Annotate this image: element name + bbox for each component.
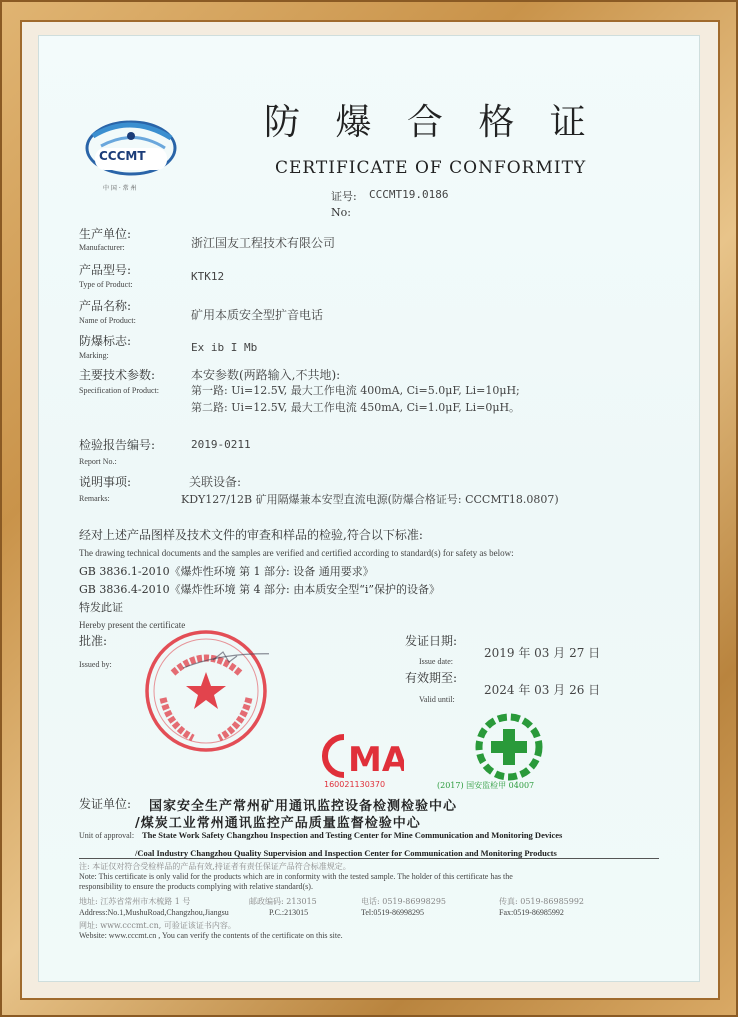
issue-date-value: 2019 年 03 月 27 日 [484,646,601,660]
statement-en: The drawing technical documents and the samples are verified and certified according to standard(s) for safety as below: [79,548,514,558]
svg-text:MA: MA [348,740,404,779]
cert-no-label-en: No: [331,206,351,219]
remarks-line-1: 关联设备: [189,475,242,489]
note-en-1: Note: This certificate is only valid for the products which are in conformity with the tested sample. The holder of this certificate has the [79,872,513,881]
fax-en: Fax:0519-86985992 [499,908,564,917]
statement-cn: 经对上述产品图样及技术文件的审查和样品的检验,符合以下标准: [79,528,423,542]
manufacturer-label: 生产单位: [79,227,132,241]
product-type-label: 产品型号: [79,263,132,277]
product-name-label-en: Name of Product: [79,316,136,325]
title-cn: 防 爆 合 格 证 [264,102,598,143]
issuer-name-2: /煤炭工业常州通讯监控产品质量监督检验中心 [135,816,421,831]
issuer-name-en-2: /Coal Industry Changzhou Quality Supervision and Inspection Center for Communication and Monitoring Products [135,848,557,858]
marking-label-en: Marking: [79,351,109,360]
address-en: Address:No.1,MushuRoad,Changzhou,Jiangsu [79,908,229,917]
valid-until-label: 有效期至: [405,671,458,685]
logo-text: CCCMT [99,149,146,163]
tel-cn: 电话: 0519-86998295 [361,897,447,906]
address-cn: 地址: 江苏省常州市木梳路 1 号 [79,897,191,906]
note-cn: 注: 本证仅对符合受检样品的产品有效,持证者有责任保证产品符合标准规定。 [79,862,351,871]
website-en: Website: www.cccmt.cn , You can verify the contents of the certificate on this site. [79,931,343,940]
logo-subtitle: 中 国 · 常 州 [103,185,137,192]
product-type-value: KTK12 [191,270,225,283]
title-en: CERTIFICATE OF CONFORMITY [275,158,587,178]
red-official-seal [143,628,269,754]
product-name-value: 矿用本质安全型扩音电话 [191,308,324,322]
report-value: 2019-0211 [191,438,251,451]
spec-line-1: 本安参数(两路输入,不共地): [191,368,341,382]
cert-no-value: CCCMT19.0186 [369,188,449,201]
remarks-label-en: Remarks: [79,494,110,503]
remarks-line-2: KDY127/12B 矿用隔爆兼本安型直流电源(防爆合格证号: CCCMT18.0807) [181,493,559,506]
divider-rule [79,858,659,859]
postcode-cn: 邮政编码: 213015 [249,897,317,906]
issuer-label-en: Unit of approval: [79,831,135,840]
present-cn: 特发此证 [79,601,123,614]
standard-1: GB 3836.1-2010《爆炸性环境 第 1 部分: 设备 通用要求》 [79,565,374,578]
present-en: Hereby present the certificate [79,620,186,630]
website-cn: 网址: www.cccmt.cn, 可验证该证书内容。 [79,921,236,930]
issued-by-label-en: Issued by: [79,660,112,669]
valid-until-label-en: Valid until: [419,695,455,704]
certificate-paper [38,35,700,982]
standard-2: GB 3836.4-2010《爆炸性环境 第 4 部分: 由本质安全型“i”保护的设备》 [79,583,441,596]
spec-label-en: Specification of Product: [79,386,159,395]
spec-line-3: 第二路: Ui=12.5V, 最大工作电流 450mA, Ci=1.0μF, Li=0μH。 [191,401,521,414]
report-label: 检验报告编号: [79,438,156,452]
issued-by-label: 批准: [79,634,108,648]
manufacturer-value: 浙江国友工程技术有限公司 [191,236,336,250]
product-name-label: 产品名称: [79,299,132,313]
product-type-label-en: Type of Product: [79,280,133,289]
spec-label: 主要技术参数: [79,368,156,382]
cert-no-label: 证号: [331,190,357,203]
spec-line-2: 第一路: Ui=12.5V, 最大工作电流 400mA, Ci=5.0μF, Li=10μH; [191,384,520,397]
issuer-label: 发证单位: [79,797,132,811]
note-en-2: responsibility to ensure the products complying with relative standard(s). [79,882,313,891]
postcode-en: P.C.:213015 [269,908,309,917]
remarks-label: 说明事项: [79,475,132,489]
cma-mark [322,733,404,779]
cma-number: 160021130370 [324,780,386,789]
marking-label: 防爆标志: [79,334,132,348]
report-label-en: Report No.: [79,457,117,466]
safety-mark-number: (2017) 国安监检甲 04007 [437,781,535,790]
safety-inspection-mark [474,712,544,782]
issuer-name-en-1: The State Work Safety Changzhou Inspection and Testing Center for Mine Communication and Monitoring Devices [142,830,563,840]
valid-until-value: 2024 年 03 月 26 日 [484,683,601,697]
issuer-name-1: 国家安全生产常州矿用通讯监控设备检测检验中心 [149,799,458,814]
fax-cn: 传真: 0519-86985992 [499,897,585,906]
issue-date-label: 发证日期: [405,634,458,648]
marking-value: Ex ib I Mb [191,341,258,354]
issue-date-label-en: Issue date: [419,657,453,666]
tel-en: Tel:0519-86998295 [361,908,424,917]
manufacturer-label-en: Manufacturer: [79,243,125,252]
